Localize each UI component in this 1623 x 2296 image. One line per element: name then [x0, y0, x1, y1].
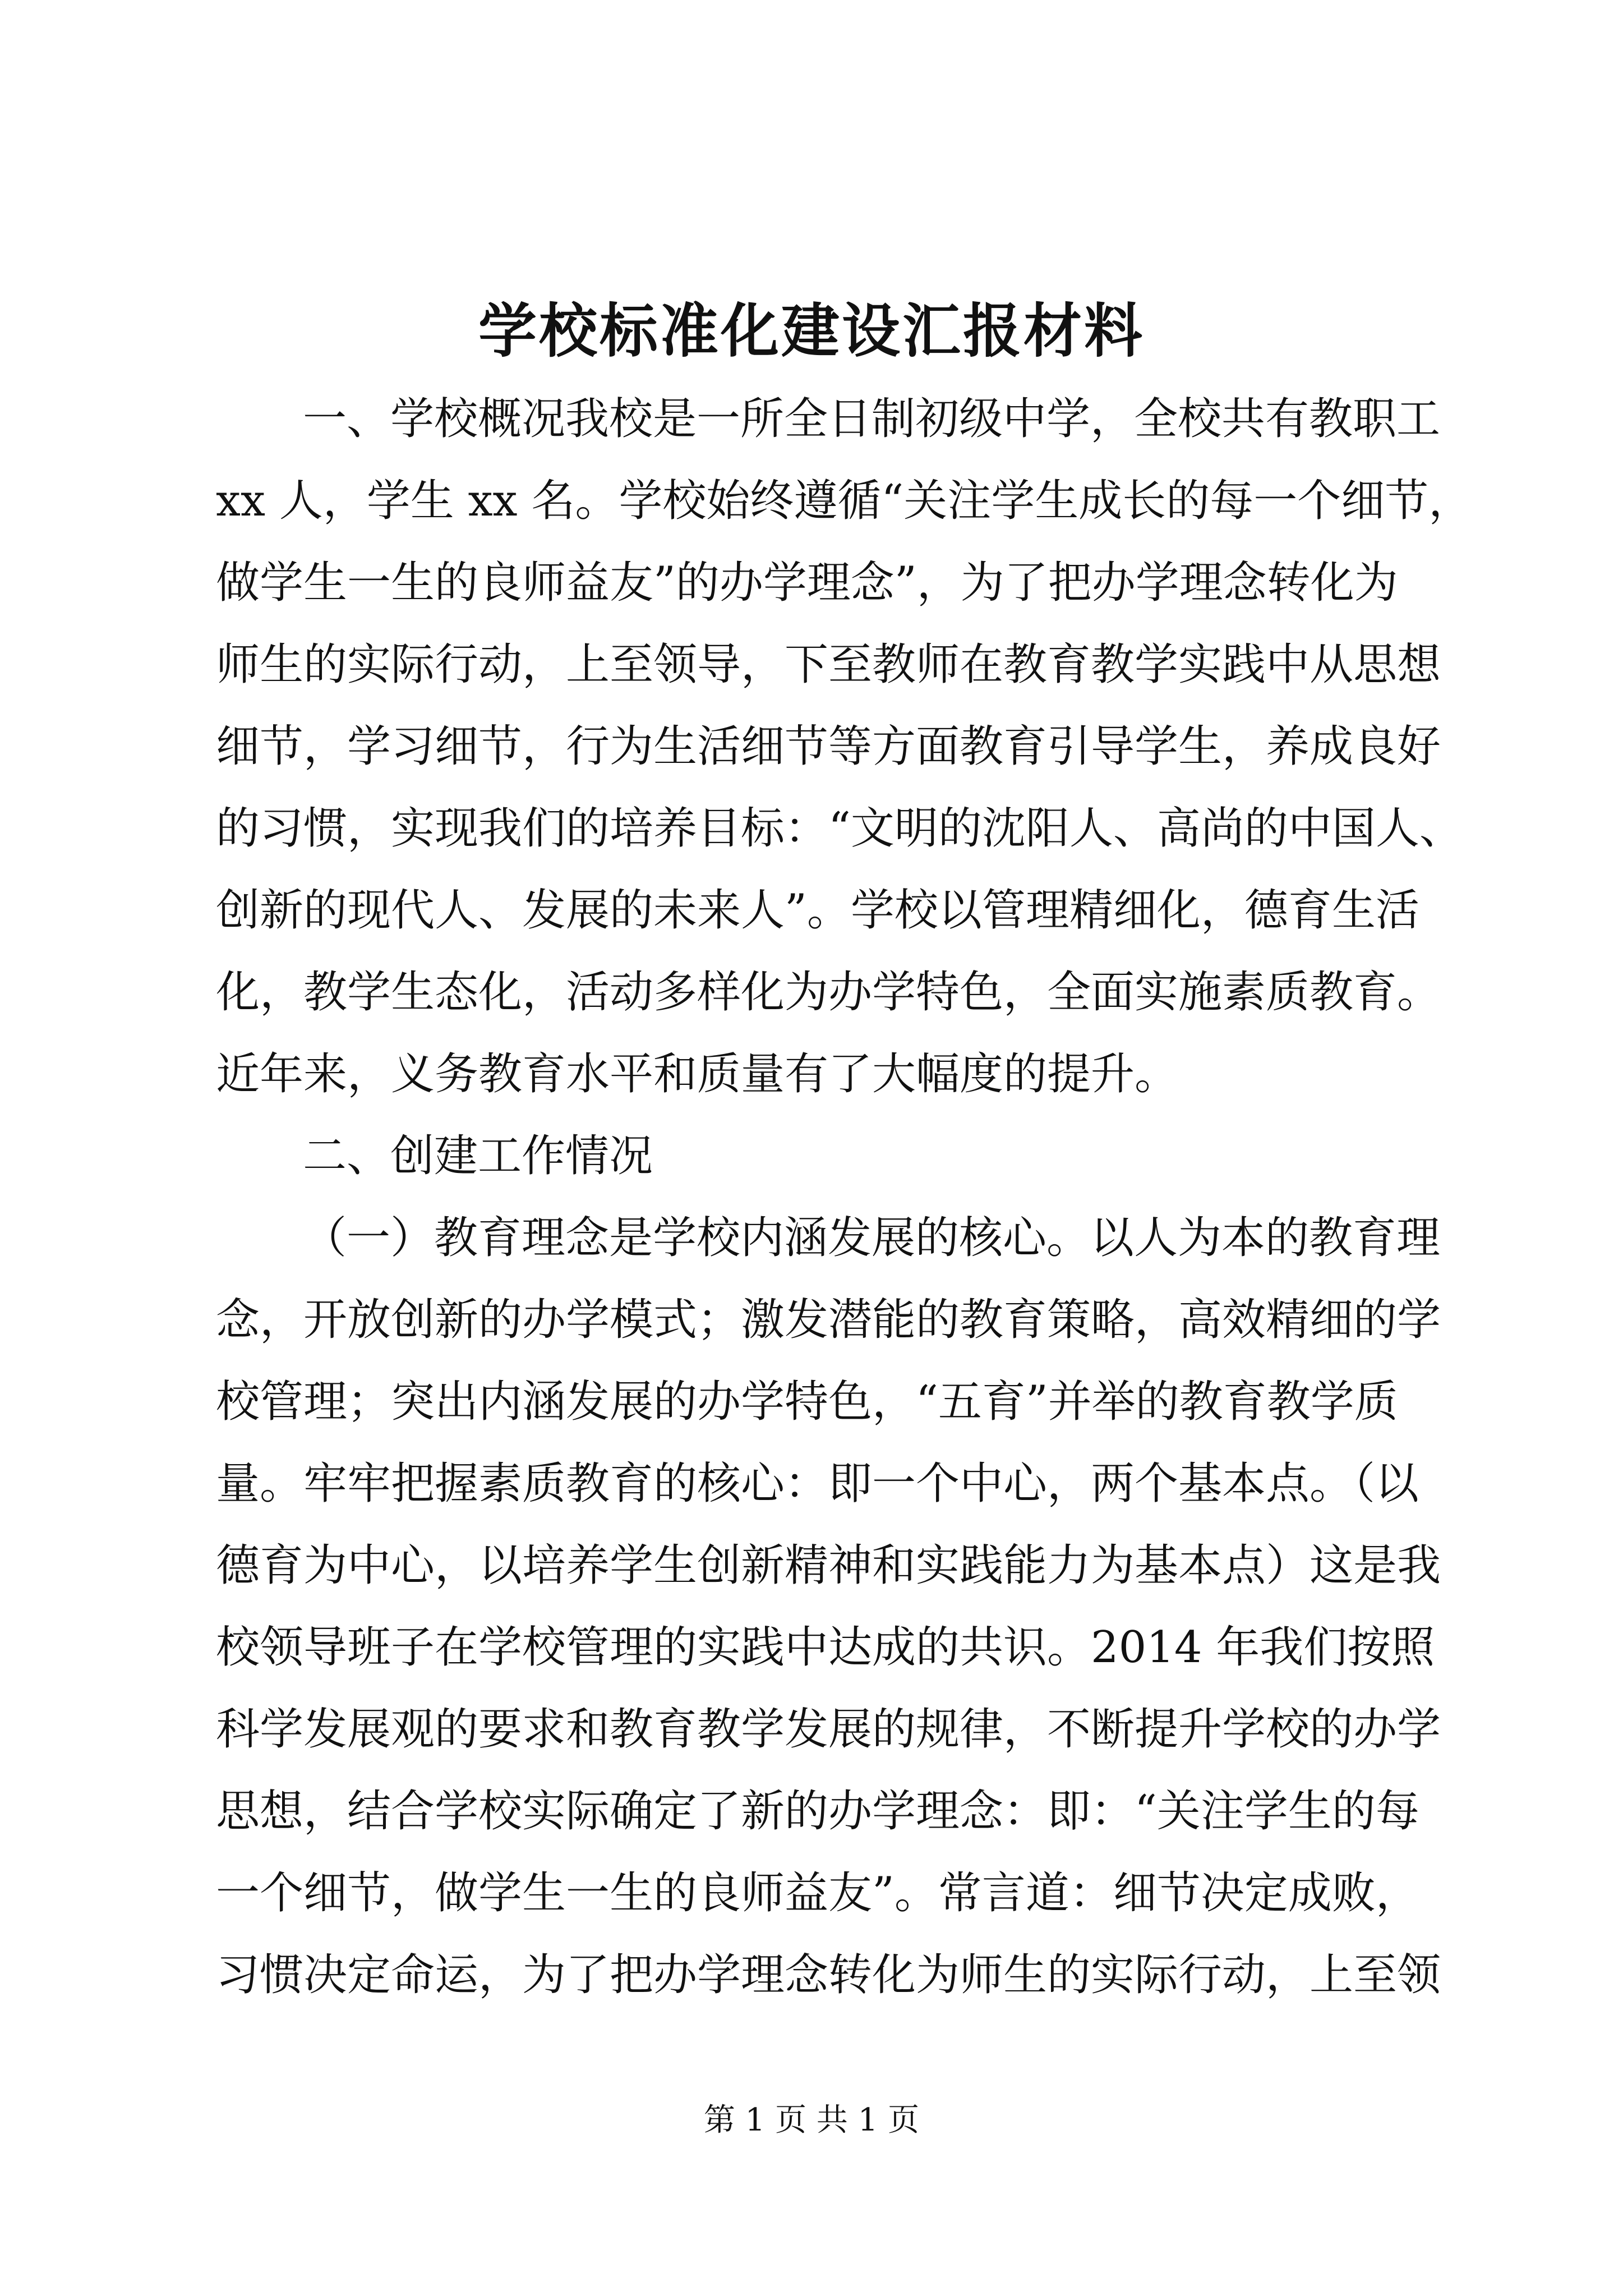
paragraph-line: 化，教学生态化，活动多样化为办学特色，全面实施素质教育。 — [216, 967, 1441, 1018]
paragraph-line: 师生的实际行动，上至领导，下至教师在教育教学实践中从思想 — [216, 639, 1441, 690]
paragraph-line: 校管理；突出内涵发展的办学特色，“五育”并举的教育教学质 — [216, 1377, 1398, 1427]
paragraph-line: 的习惯，实现我们的培养目标：“文明的沈阳人、高尚的中国人、 — [216, 803, 1463, 854]
paragraph-line: 一个细节，做学生一生的良师益友”。常言道：细节决定成败， — [216, 1868, 1419, 1918]
paragraph-line: 念，开放创新的办学模式；激发潜能的教育策略，高效精细的学 — [216, 1295, 1441, 1345]
page-number: 第 1 页 共 1 页 — [703, 2102, 920, 2138]
paragraph-line: （一）教育理念是学校内涵发展的核心。以人为本的教育理 — [303, 1213, 1441, 1263]
paragraph-line: 近年来，义务教育水平和质量有了大幅度的提升。 — [216, 1049, 1179, 1099]
document-title: 学校标准化建设汇报材料 — [478, 296, 1145, 365]
paragraph-line: 一、学校概况我校是一所全日制初级中学，全校共有教职工 — [303, 394, 1441, 444]
paragraph-line: 德育为中心，以培养学生创新精神和实践能力为基本点）这是我 — [216, 1540, 1441, 1591]
paragraph-line: xx 人，学生 xx 名。学校始终遵循“关注学生成长的每一个细节， — [216, 476, 1473, 526]
paragraph-line: 科学发展观的要求和教育教学发展的规律，不断提升学校的办学 — [216, 1704, 1441, 1755]
paragraph-line: 做学生一生的良师益友”的办学理念”，为了把办学理念转化为 — [216, 558, 1398, 608]
paragraph-line: 量。牢牢把握素质教育的核心：即一个中心，两个基本点。（以 — [216, 1458, 1419, 1509]
paragraph-line: 思想，结合学校实际确定了新的办学理念：即：“关注学生的每 — [216, 1786, 1419, 1837]
paragraph-line: 创新的现代人、发展的未来人”。学校以管理精细化，德育生活 — [216, 885, 1419, 936]
section-heading: 二、创建工作情况 — [303, 1131, 653, 1181]
paragraph-line: 校领导班子在学校管理的实践中达成的共识。2014 年我们按照 — [216, 1622, 1435, 1673]
paragraph-line: 细节，学习细节，行为生活细节等方面教育引导学生，养成良好 — [216, 721, 1441, 772]
paragraph-line: 习惯决定命运，为了把办学理念转化为师生的实际行动，上至领 — [216, 1950, 1441, 2000]
